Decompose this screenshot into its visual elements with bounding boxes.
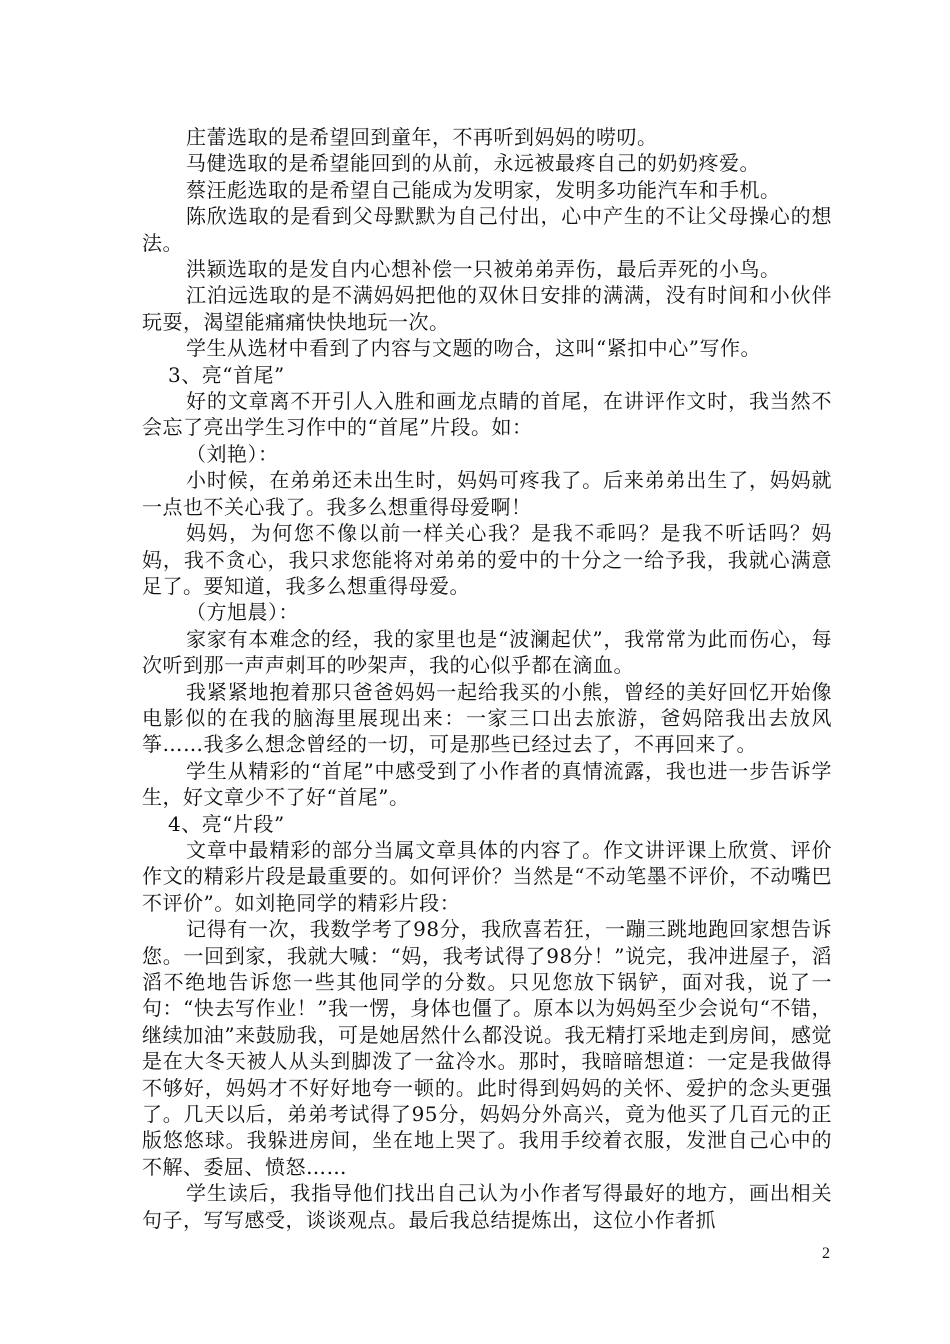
paragraph: 庄蕾选取的是希望回到童年，不再听到妈妈的唠叨。 xyxy=(186,125,658,149)
paragraph: 蔡汪彪选取的是希望自己能成为发明家，发明多功能汽车和手机。 xyxy=(186,177,781,202)
paragraph: 妈妈，为何您不像以前一样关心我？是我不乖吗？是我不听话吗？妈妈，我不贪心，我只求您能将对弟弟的爱中的十分之一给予我，我就心满意足了。要知道，我多么想重得母爱。 xyxy=(142,521,832,598)
section-heading: 4、亮“片段” xyxy=(168,811,285,836)
paragraph: 记得有一次，我数学考了98分，我欣喜若狂，一蹦三跳地跑回家想告诉您。一回到家，我就大喊：“妈，我考试得了98分！”说完，我冲进屋子，滔滔不绝地告诉您一些其他同学的分数。只见您放下锅铲，面对我，说了一句：“快去写作业！”我一愣，身体也僵了。原本以为妈妈至少会说句“不错，继续加油”来鼓励我，可是她居然什么都没说。我无精打采地走到房间，感觉是在大冬天被人从头到脚泼了一盆冷水。那时，我暗暗想道：一定是我做得不够好，妈妈才不好好地夸一顿的。此时得到妈妈的关怀、爱护的念头更强了。几天以后，弟弟考试得了95分，妈妈分外高兴，竟为他买了几百元的正版悠悠球。我躲进房间，坐在地上哭了。我用手绞着衣服，发泄自己心中的不解、委屈、愤怒…… xyxy=(142,917,832,1179)
speaker-label: （刘艳）： xyxy=(186,441,279,466)
page-number: 2 xyxy=(822,1245,830,1262)
paragraph: 陈欣选取的是看到父母默默为自己付出，心中产生的不让父母操心的想法。 xyxy=(142,204,832,255)
paragraph: 江泊远选取的是不满妈妈把他的双休日安排的满满，没有时间和小伙伴玩耍，渴望能痛痛快快地玩一次。 xyxy=(142,283,832,334)
paragraph: 学生从选材中看到了内容与文题的吻合，这叫“紧扣中心”写作。 xyxy=(186,336,761,361)
paragraph: 学生读后，我指导他们找出自己认为小作者写得最好的地方，画出相关句子，写写感受，谈谈观点。最后我总结提炼出，这位小作者抓 xyxy=(142,1181,832,1232)
document-body xyxy=(142,124,832,1233)
paragraph: 文章中最精彩的部分当属文章具体的内容了。作文讲评课上欣赏、评价作文的精彩片段是最重要的。如何评价？当然是“不动笔墨不评价，不动嘴巴不评价”。如刘艳同学的精彩片段： xyxy=(142,837,832,915)
paragraph: 学生从精彩的“首尾”中感受到了小作者的真情流露，我也进一步告诉学生，好文章少不了好“首尾”。 xyxy=(142,758,832,810)
paragraph: 好的文章离不开引人入胜和画龙点睛的首尾，在讲评作文时，我当然不会忘了亮出学生习作中的“首尾”片段。如： xyxy=(142,389,832,440)
paragraph: 小时候，在弟弟还未出生时，妈妈可疼我了。后来弟弟出生了，妈妈就一点也不关心我了。我多么想重得母爱啊！ xyxy=(142,468,832,519)
paragraph: 我紧紧地抱着那只爸爸妈妈一起给我买的小熊，曾经的美好回忆开始像电影似的在我的脑海里展现出来：一家三口出去旅游，爸妈陪我出去放风筝……我多么想念曾经的一切，可是那些已经过去了，不再回来了。 xyxy=(142,679,832,757)
paragraph: 洪颖选取的是发自内心想补偿一只被弟弟弄伤，最后弄死的小鸟。 xyxy=(186,257,781,282)
speaker-label: （方旭晨）： xyxy=(186,600,299,625)
paragraph: 马健选取的是希望能回到的从前，永远被最疼自己的奶奶疼爱。 xyxy=(186,151,760,176)
section-heading: 3、亮“首尾” xyxy=(168,362,285,387)
paragraph: 家家有本难念的经，我的家里也是“波澜起伏”，我常常为此而伤心，每次听到那一声声刺耳的吵架声，我的心似乎都在滴血。 xyxy=(142,626,832,678)
